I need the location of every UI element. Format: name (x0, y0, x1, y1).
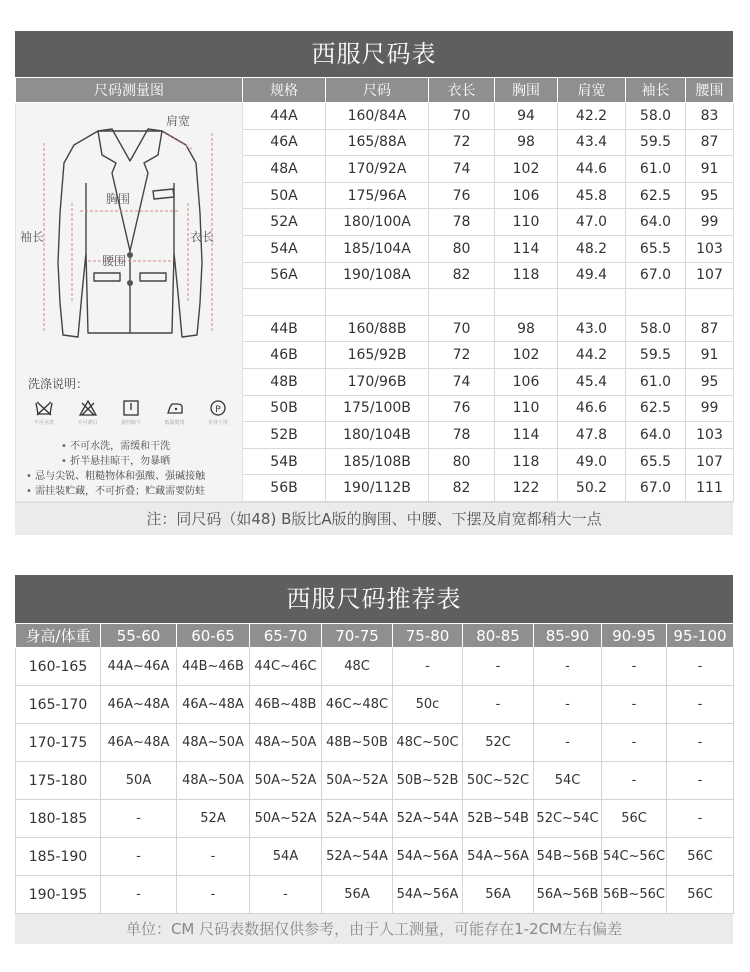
size-chart-cell: 45.8 (558, 182, 626, 209)
height-cell: 175-180 (16, 762, 101, 800)
size-chart-row (16, 103, 734, 130)
recommendation-cell: 48A~50A (250, 724, 322, 762)
size-chart-cell: 47.0 (558, 209, 626, 236)
recommendation-cell: - (250, 876, 322, 914)
height-weight-corner: 身高/体重 (16, 624, 101, 648)
jacket-illustration (16, 103, 243, 363)
size-chart-cell: 52B (243, 422, 326, 449)
size-chart-cell: 70 (429, 103, 495, 130)
size-chart-table (15, 77, 734, 502)
size-chart-cell: 61.0 (626, 368, 686, 395)
size-chart-cell: 47.8 (558, 422, 626, 449)
size-chart-cell: 83 (686, 103, 734, 130)
size-chart-cell: 70 (429, 315, 495, 342)
weight-header-cell: 65-70 (250, 624, 322, 648)
size-chart-cell: 91 (686, 156, 734, 183)
hang-dry-icon: 悬挂晾干 (113, 399, 149, 426)
recommendation-cell: 44C~46C (250, 648, 322, 686)
recommendation-cell: 46A~48A (101, 724, 177, 762)
recommendation-cell: 56A (322, 876, 393, 914)
size-chart-header-cell: 衣长 (429, 78, 495, 103)
size-chart-cell: 118 (495, 448, 558, 475)
recommendation-cell: 46A~48A (177, 686, 250, 724)
size-chart-cell: 44.2 (558, 342, 626, 369)
wash-note: • 需挂装贮藏，不可折叠；贮藏需要防蛀 (26, 484, 205, 499)
size-chart-cell: 103 (686, 422, 734, 449)
size-chart-cell: 110 (495, 395, 558, 422)
size-chart-cell: 175/100B (326, 395, 429, 422)
recommendation-cell: - (463, 686, 534, 724)
recommendation-cell: 54A~56A (463, 838, 534, 876)
wash-notes (26, 439, 205, 499)
recommendation-title: 西服尺码推荐表 (15, 575, 733, 623)
size-chart-cell: 65.5 (626, 448, 686, 475)
size-chart-cell: 74 (429, 368, 495, 395)
size-chart-cell: 180/100A (326, 209, 429, 236)
height-cell: 165-170 (16, 686, 101, 724)
size-chart-cell: 48A (243, 156, 326, 183)
recommendation-cell: 48A~50A (177, 724, 250, 762)
height-cell: 180-185 (16, 800, 101, 838)
recommendation-cell: 56C (667, 876, 734, 914)
size-chart-cell: 49.4 (558, 262, 626, 289)
dry-clean-p-icon: P 专业干洗 (200, 399, 236, 426)
recommendation-cell: - (177, 876, 250, 914)
recommendation-cell: 44A~46A (101, 648, 177, 686)
recommendation-cell: - (534, 724, 602, 762)
size-chart-header-cell: 胸围 (495, 78, 558, 103)
size-chart-cell: 99 (686, 395, 734, 422)
length-label: 衣长 (190, 230, 215, 244)
recommendation-cell: - (602, 724, 667, 762)
recommendation-cell: - (667, 648, 734, 686)
recommendation-cell: 52C~54C (534, 800, 602, 838)
wash-note: • 折半悬挂晾干，勿暴晒 (26, 454, 205, 469)
recommendation-cell: - (101, 876, 177, 914)
size-chart-header-cell: 袖长 (626, 78, 686, 103)
wash-icons (26, 399, 236, 426)
size-chart-cell: 44B (243, 315, 326, 342)
recommendation-cell: - (602, 686, 667, 724)
height-cell: 185-190 (16, 838, 101, 876)
size-chart-cell: 98 (495, 129, 558, 156)
recommendation-cell: 52C (463, 724, 534, 762)
weight-header-cell: 55-60 (101, 624, 177, 648)
size-chart-cell: 175/96A (326, 182, 429, 209)
weight-header-cell: 90-95 (602, 624, 667, 648)
size-chart-cell (429, 289, 495, 316)
size-chart-cell: 56B (243, 475, 326, 502)
recommendation-row (16, 800, 734, 838)
recommendation-cell: - (393, 648, 463, 686)
recommendation-cell: 56A (463, 876, 534, 914)
size-chart-cell (495, 289, 558, 316)
recommendation-cell: - (177, 838, 250, 876)
size-chart-cell: 44A (243, 103, 326, 130)
size-chart-cell: 106 (495, 182, 558, 209)
size-chart-cell: 98 (495, 315, 558, 342)
size-chart-cell: 46.6 (558, 395, 626, 422)
recommendation-cell: 48C~50C (393, 724, 463, 762)
size-chart-cell: 94 (495, 103, 558, 130)
size-chart-cell: 72 (429, 129, 495, 156)
size-chart-cell: 110 (495, 209, 558, 236)
size-chart-header-row (16, 78, 734, 103)
size-chart-cell: 67.0 (626, 475, 686, 502)
chest-label: 胸围 (106, 192, 131, 206)
recommendation-cell: 52A~54A (393, 800, 463, 838)
size-chart-cell: 170/96B (326, 368, 429, 395)
size-chart-cell: 50.2 (558, 475, 626, 502)
size-chart-cell (686, 289, 734, 316)
wash-instructions-title: 洗涤说明： (28, 377, 89, 391)
recommendation-row (16, 762, 734, 800)
recommendation-cell: 50c (393, 686, 463, 724)
size-chart-cell: 170/92A (326, 156, 429, 183)
size-chart-header-cell: 腰围 (686, 78, 734, 103)
size-chart-cell: 65.5 (626, 235, 686, 262)
height-cell: 190-195 (16, 876, 101, 914)
recommendation-cell: - (101, 800, 177, 838)
size-chart-title: 西服尺码表 (15, 31, 733, 77)
size-chart-cell: 118 (495, 262, 558, 289)
recommendation-header-row (16, 624, 734, 648)
recommendation-cell: 50A~52A (322, 762, 393, 800)
recommendation-row (16, 648, 734, 686)
recommendation-cell: 48A~50A (177, 762, 250, 800)
weight-header-cell: 70-75 (322, 624, 393, 648)
iron-low-icon: 低温熨烫 (157, 399, 193, 426)
size-chart-cell: 165/92B (326, 342, 429, 369)
recommendation-cell: - (534, 686, 602, 724)
size-chart-cell: 99 (686, 209, 734, 236)
size-chart-cell: 46B (243, 342, 326, 369)
size-chart-cell: 91 (686, 342, 734, 369)
weight-header-cell: 85-90 (534, 624, 602, 648)
recommendation-cell: 50C~52C (463, 762, 534, 800)
size-chart-cell: 46A (243, 129, 326, 156)
size-chart-cell: 59.5 (626, 342, 686, 369)
size-chart-header-cell: 规格 (243, 78, 326, 103)
size-chart-cell: 87 (686, 315, 734, 342)
size-chart-cell: 190/108A (326, 262, 429, 289)
size-chart-cell: 114 (495, 422, 558, 449)
jacket-measurement-diagram (16, 103, 243, 501)
size-chart-cell: 64.0 (626, 209, 686, 236)
recommendation-cell: 50B~52B (393, 762, 463, 800)
recommendation-cell: 54A~56A (393, 876, 463, 914)
recommendation-footer: 单位：CM 尺码表数据仅供参考，由于人工测量，可能存在1-2CM左右偏差 (15, 914, 733, 944)
size-chart-header-cell: 肩宽 (558, 78, 626, 103)
size-chart-cell: 76 (429, 182, 495, 209)
size-chart-cell: 180/104B (326, 422, 429, 449)
recommendation-cell: - (667, 800, 734, 838)
size-chart (15, 31, 733, 535)
size-chart-cell: 61.0 (626, 156, 686, 183)
size-chart-cell: 44.6 (558, 156, 626, 183)
svg-text:P: P (215, 405, 221, 415)
recommendation-cell: - (667, 762, 734, 800)
recommendation-cell: 52A~54A (322, 800, 393, 838)
size-chart-cell: 50B (243, 395, 326, 422)
recommendation-cell: 50A~52A (250, 800, 322, 838)
height-cell: 170-175 (16, 724, 101, 762)
size-chart-cell (326, 289, 429, 316)
height-cell: 160-165 (16, 648, 101, 686)
size-chart-cell: 111 (686, 475, 734, 502)
recommendation-cell: 54C (534, 762, 602, 800)
size-chart-cell: 72 (429, 342, 495, 369)
weight-header-cell: 95-100 (667, 624, 734, 648)
size-chart-cell: 43.0 (558, 315, 626, 342)
size-chart-note: 注：同尺码（如48) B版比A版的胸围、中腰、下摆及肩宽都稍大一点 (15, 502, 733, 535)
recommendation-cell: 54A (250, 838, 322, 876)
size-chart-cell: 74 (429, 156, 495, 183)
recommendation-cell: 54C~56C (602, 838, 667, 876)
recommendation-cell: 50A (101, 762, 177, 800)
size-chart-cell: 62.5 (626, 182, 686, 209)
size-chart-cell (243, 289, 326, 316)
recommendation-chart (15, 575, 733, 944)
recommendation-cell: 54B~56B (534, 838, 602, 876)
weight-header-cell: 60-65 (177, 624, 250, 648)
size-chart-cell: 58.0 (626, 315, 686, 342)
recommendation-row (16, 724, 734, 762)
size-chart-cell: 78 (429, 209, 495, 236)
measurement-image-cell (16, 103, 243, 502)
recommendation-cell: 46C~48C (322, 686, 393, 724)
recommendation-cell: 56C (667, 838, 734, 876)
size-chart-cell: 107 (686, 262, 734, 289)
recommendation-table (15, 623, 734, 914)
size-chart-cell: 54A (243, 235, 326, 262)
weight-header-cell: 75-80 (393, 624, 463, 648)
size-chart-cell: 95 (686, 368, 734, 395)
no-bleach-icon: 不可漂白 (70, 399, 106, 426)
size-chart-cell (558, 289, 626, 316)
recommendation-cell: 48C (322, 648, 393, 686)
size-chart-cell: 49.0 (558, 448, 626, 475)
recommendation-cell: - (667, 724, 734, 762)
wash-note: • 不可水洗，需缓和干洗 (26, 439, 205, 454)
recommendation-cell: - (463, 648, 534, 686)
recommendation-row (16, 686, 734, 724)
size-chart-cell: 80 (429, 448, 495, 475)
recommendation-cell: - (667, 686, 734, 724)
recommendation-row (16, 876, 734, 914)
weight-header-cell: 80-85 (463, 624, 534, 648)
size-chart-cell: 50A (243, 182, 326, 209)
size-chart-header-cell: 尺码 (326, 78, 429, 103)
recommendation-cell: 52A~54A (322, 838, 393, 876)
size-chart-cell: 102 (495, 342, 558, 369)
wash-note: • 忌与尖锐、粗糙物体和强酸、强碱接触 (26, 469, 205, 484)
size-chart-cell: 80 (429, 235, 495, 262)
size-chart-cell: 48B (243, 368, 326, 395)
size-chart-cell: 185/104A (326, 235, 429, 262)
size-chart-cell: 78 (429, 422, 495, 449)
size-chart-cell: 122 (495, 475, 558, 502)
recommendation-cell: 44B~46B (177, 648, 250, 686)
size-chart-cell: 43.4 (558, 129, 626, 156)
size-chart-cell: 54B (243, 448, 326, 475)
size-chart-cell: 64.0 (626, 422, 686, 449)
size-chart-cell: 165/88A (326, 129, 429, 156)
recommendation-cell: 56A~56B (534, 876, 602, 914)
sleeve-label: 袖长 (20, 230, 45, 244)
recommendation-cell: 52A (177, 800, 250, 838)
size-chart-cell: 114 (495, 235, 558, 262)
recommendation-cell: 56C (602, 800, 667, 838)
size-chart-cell: 45.4 (558, 368, 626, 395)
shoulder-label: 肩宽 (166, 114, 191, 128)
size-chart-cell: 95 (686, 182, 734, 209)
size-chart-cell: 48.2 (558, 235, 626, 262)
size-chart-cell: 160/84A (326, 103, 429, 130)
size-chart-cell: 160/88B (326, 315, 429, 342)
size-chart-cell: 107 (686, 448, 734, 475)
size-chart-cell: 67.0 (626, 262, 686, 289)
size-chart-cell: 190/112B (326, 475, 429, 502)
recommendation-cell: 46A~48A (101, 686, 177, 724)
size-chart-cell: 185/108B (326, 448, 429, 475)
recommendation-cell: - (602, 648, 667, 686)
size-chart-cell: 106 (495, 368, 558, 395)
size-chart-cell: 62.5 (626, 395, 686, 422)
recommendation-row (16, 838, 734, 876)
size-chart-cell: 76 (429, 395, 495, 422)
size-chart-cell: 103 (686, 235, 734, 262)
recommendation-cell: 54A~56A (393, 838, 463, 876)
recommendation-cell: - (101, 838, 177, 876)
size-chart-cell (626, 289, 686, 316)
size-chart-cell: 82 (429, 262, 495, 289)
size-chart-cell: 42.2 (558, 103, 626, 130)
recommendation-cell: - (534, 648, 602, 686)
size-chart-cell: 56A (243, 262, 326, 289)
waist-label: 腰围 (102, 254, 127, 268)
recommendation-cell: 52B~54B (463, 800, 534, 838)
size-chart-header-cell: 尺码测量图 (16, 78, 243, 103)
recommendation-cell: 50A~52A (250, 762, 322, 800)
size-chart-cell: 102 (495, 156, 558, 183)
recommendation-cell: - (602, 762, 667, 800)
size-chart-cell: 58.0 (626, 103, 686, 130)
size-chart-cell: 52A (243, 209, 326, 236)
recommendation-cell: 46B~48B (250, 686, 322, 724)
size-chart-cell: 87 (686, 129, 734, 156)
size-chart-cell: 59.5 (626, 129, 686, 156)
size-chart-cell: 82 (429, 475, 495, 502)
recommendation-cell: 56B~56C (602, 876, 667, 914)
no-wash-icon: 不可水洗 (26, 399, 62, 426)
recommendation-cell: 48B~50B (322, 724, 393, 762)
